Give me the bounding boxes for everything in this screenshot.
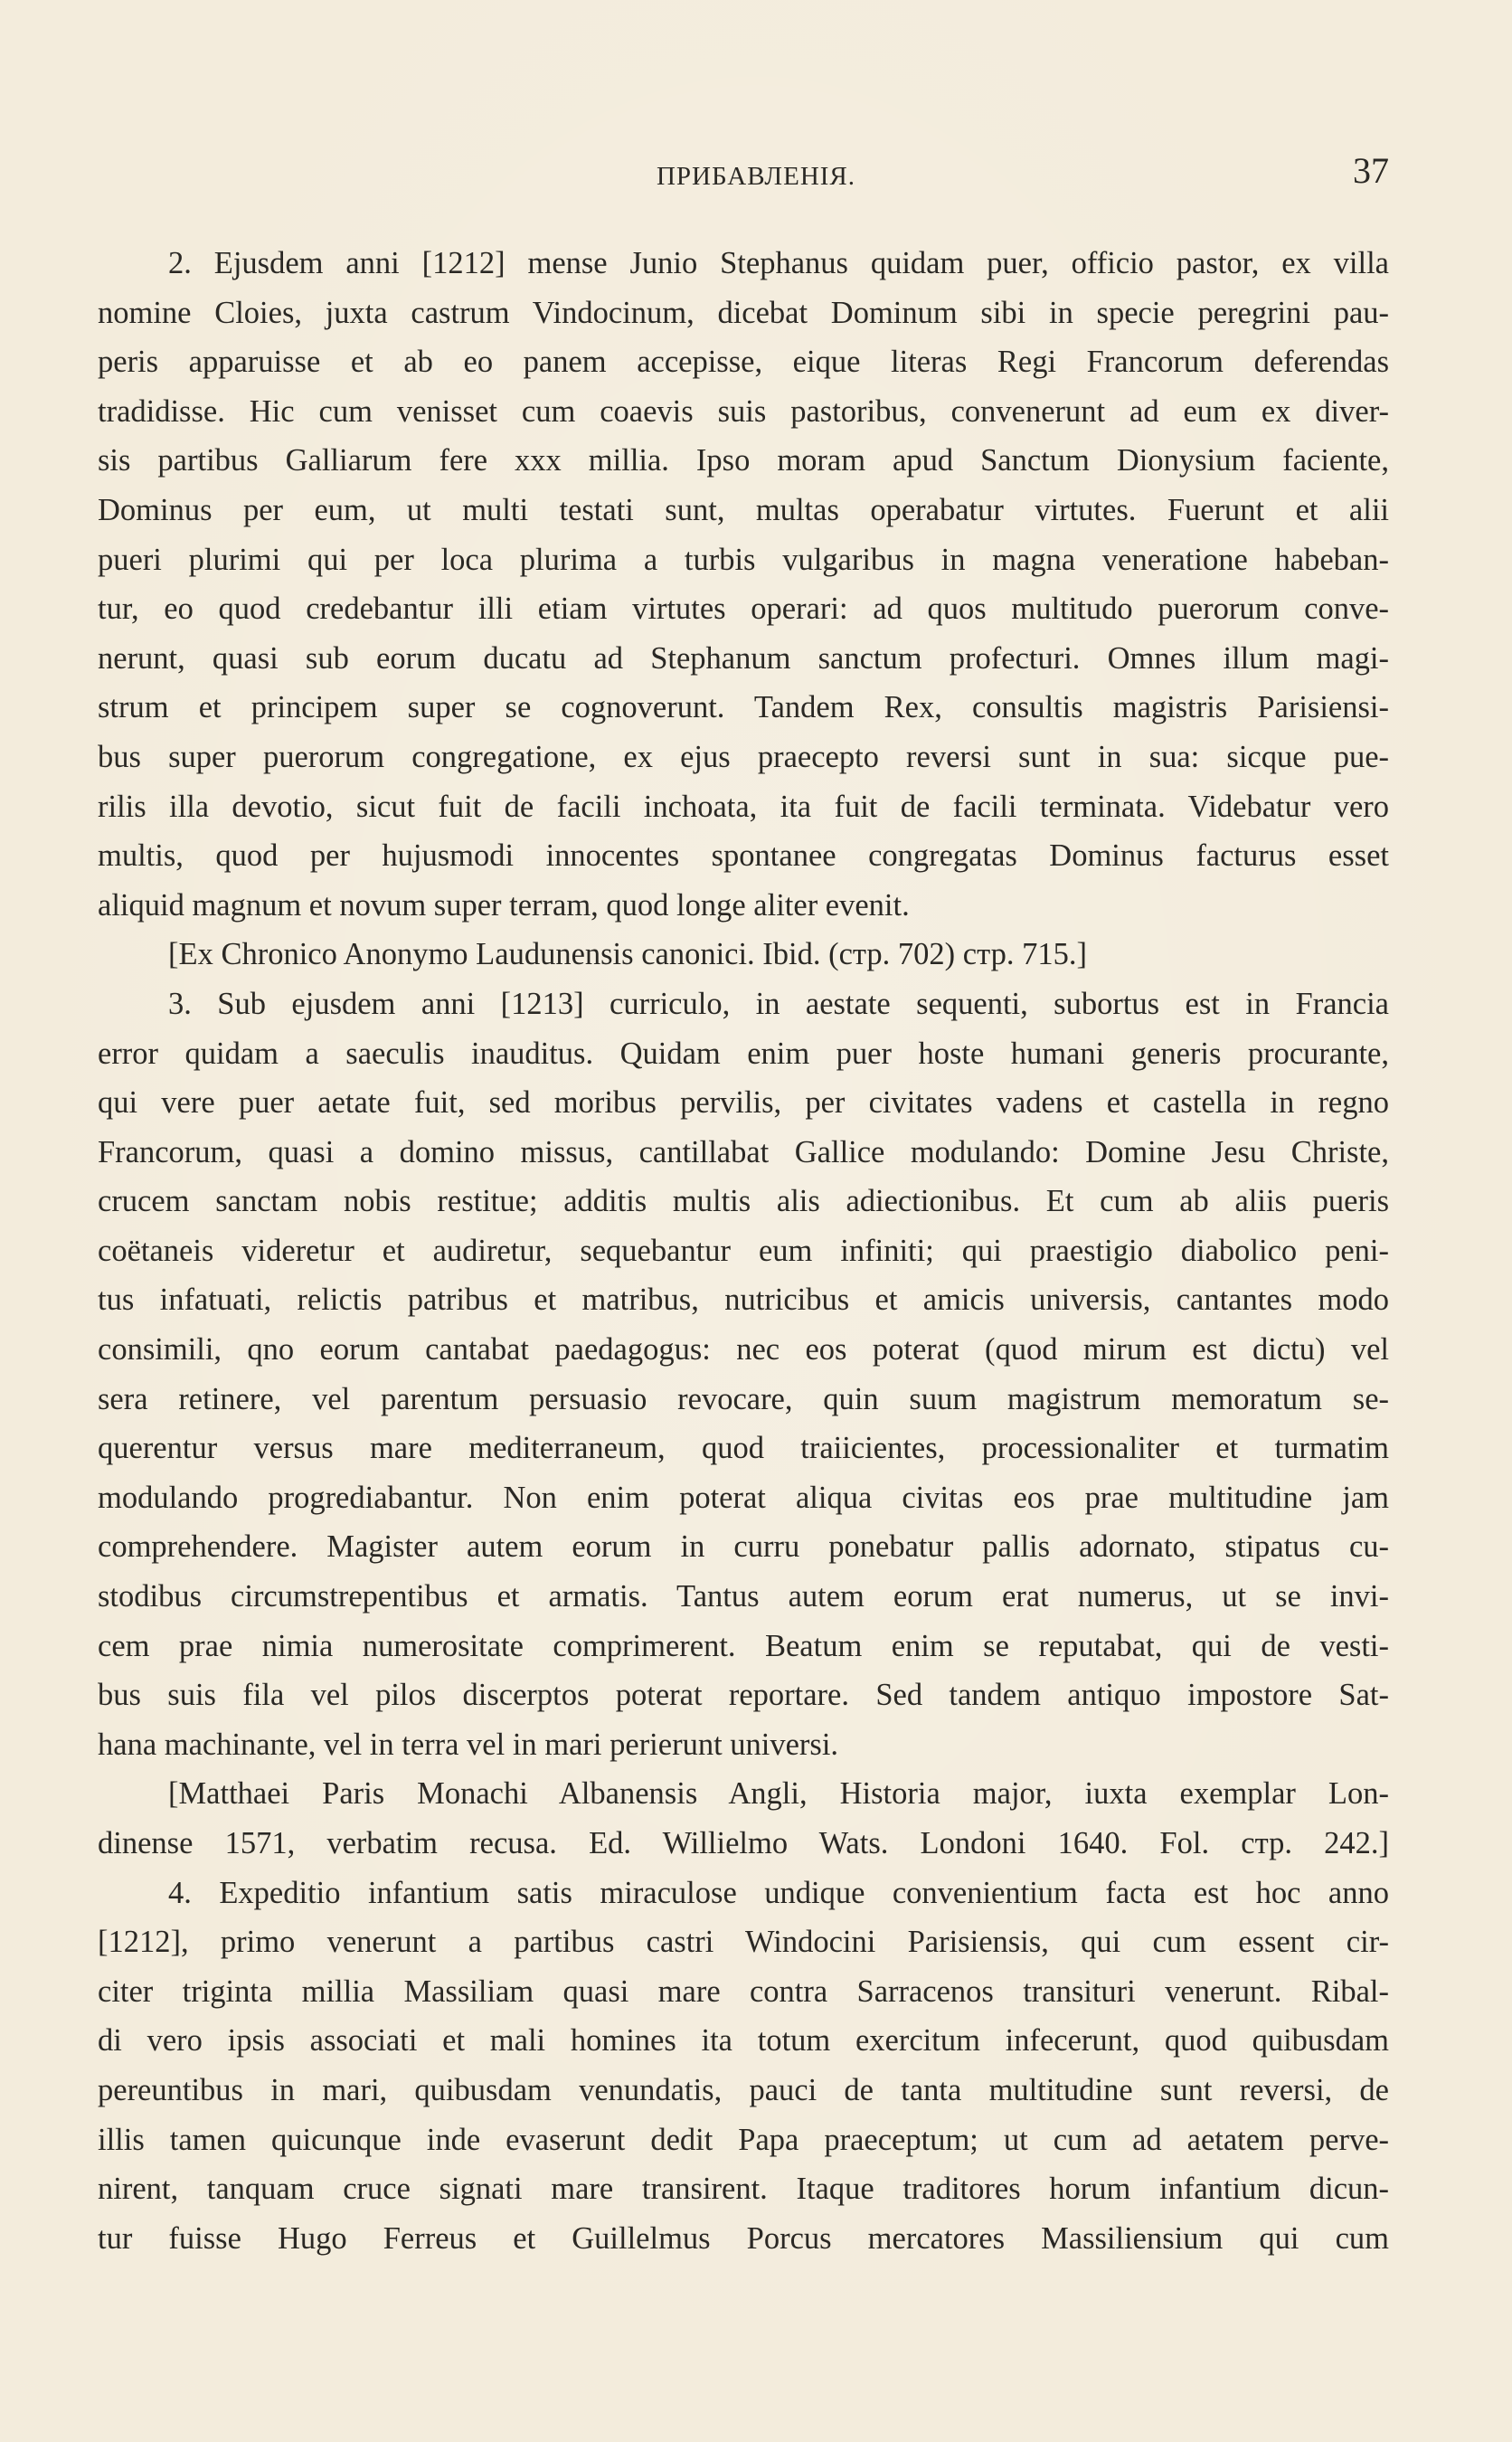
text-line: nomine Cloies, juxta castrum Vindocinum, dicebat Dominum sibi in specie peregrini pau- (98, 295, 1389, 330)
text-line: bus suis fila vel pilos discerptos poterat reportare. Sed tandem antiquo impostore Sat- (98, 1678, 1389, 1713)
text-line: nirent, tanquam cruce signati mare transirent. Itaque traditores horum infantium dicun- (98, 2172, 1389, 2207)
text-line: Francorum, quasi a domino missus, cantillabat Gallice modulando: Domine Jesu Christe, (98, 1134, 1389, 1169)
text-line: 2. Ejusdem anni [1212] mense Junio Stephanus quidam puer, officio pastor, ex villa (168, 246, 1389, 280)
text-line: strum et principem super se cognoverunt. Tandem Rex, consultis magistris Parisiensi- (98, 690, 1389, 725)
text-line: 4. Expeditio infantium satis miraculose undique convenientium facta est hoc anno (168, 1875, 1389, 1910)
text-line: sis partibus Galliarum fere xxx millia. Ipso moram apud Sanctum Dionysium faciente, (98, 443, 1389, 478)
text-line: Dominus per eum, ut multi testati sunt, multas operabatur virtutes. Fuerunt et alii (98, 492, 1389, 527)
text-line: peris apparuisse et ab eo panem accepisse, eique literas Regi Francorum deferendas (98, 345, 1389, 380)
text-line: sera retinere, vel parentum persuasio revocare, quin suum magistrum memoratum se- (98, 1381, 1389, 1416)
text-line: qui vere puer aetate fuit, sed moribus pervilis, per civitates vadens et castella in regno (98, 1085, 1389, 1121)
text-line: tur fuisse Hugo Ferreus et Guillelmus Porcus mercatores Massiliensium qui cum (98, 2220, 1389, 2256)
text-line: tur, eo quod credebantur illi etiam virtutes operari: ad quos multitudo puerorum conve- (98, 592, 1389, 627)
text-line: cem prae nimia numerositate comprimerent. Beatum enim se reputabat, qui de vesti- (98, 1628, 1389, 1663)
text-line: coëtaneis videretur et audiretur, sequebantur eum infiniti; qui praestigio diabolico peni- (98, 1233, 1389, 1268)
text-line: [1212], primo venerunt a partibus castri Windocini Parisiensis, qui cum essent cir- (98, 1925, 1389, 1960)
text-line: nerunt, quasi sub eorum ducatu ad Stephanum sanctum profecturi. Omnes illum magi- (98, 640, 1389, 676)
running-head (0, 149, 1512, 194)
running-title: ПРИБАВЛЕНІЯ. (656, 162, 856, 191)
text-line: comprehendere. Magister autem eorum in curru ponebatur pallis adornato, stipatus cu- (98, 1529, 1389, 1565)
text-line: pereuntibus in mari, quibusdam venundatis, pauci de tanta multitudine sunt reversi, de (98, 2072, 1389, 2107)
text-line: citer triginta millia Massiliam quasi mare contra Sarracenos transituri venerunt. Ribal- (98, 1973, 1389, 2009)
text-line: hana machinante, vel in terra vel in mari perierunt universi. (98, 1727, 839, 1762)
page-number: 37 (1353, 150, 1389, 191)
text-line: consimili, qno eorum cantabat paedagogus: nec eos poterat (quod mirum est dictu) vel (98, 1332, 1389, 1368)
text-line: [Matthaei Paris Monachi Albanensis Angli, Historia major, iuxta exemplar Lon- (168, 1776, 1389, 1812)
text-line: aliquid magnum et novum super terram, quod longe aliter evenit. (98, 887, 910, 923)
text-line: dinense 1571, verbatim recusa. Ed. Willielmo Wats. Londoni 1640. Fol. стр. 242.] (98, 1826, 1389, 1860)
text-line: tus infatuati, relictis patribus et matribus, nutricibus et amicis universis, cantantes modo (98, 1283, 1389, 1318)
text-line: modulando progrediabantur. Non enim poterat aliqua civitas eos prae multitudine jam (98, 1480, 1389, 1515)
text-line: pueri plurimi qui per loca plurima a turbis vulgaribus in magna veneratione habeban- (98, 542, 1389, 577)
text-line: illis tamen quicunque inde evaserunt dedit Papa praeceptum; ut cum ad aetatem perve- (98, 2122, 1389, 2157)
body-text (98, 239, 1389, 2263)
text-line: bus super puerorum congregatione, ex ejus praecepto reversi sunt in sua: sicque pue- (98, 739, 1389, 774)
text-line: di vero ipsis associati et mali homines ita totum exercitum infecerunt, quod quibusdam (98, 2023, 1389, 2059)
text-line: error quidam a saeculis inauditus. Quidam enim puer hoste humani generis procurante, (98, 1036, 1389, 1071)
text-line: 3. Sub ejusdem anni [1213] curriculo, in aestate sequenti, subortus est in Francia (168, 986, 1389, 1021)
text-line: [Ex Chronico Anonymo Laudunensis canonici. Ibid. (стр. 702) стр. 715.] (168, 937, 1087, 972)
text-line: querentur versus mare mediterraneum, quod traiicientes, processionaliter et turmatim (98, 1431, 1389, 1466)
text-line: rilis illa devotio, sicut fuit de facili inchoata, ita fuit de facili terminata. Videbatur vero (98, 789, 1389, 824)
text-line: stodibus circumstrepentibus et armatis. Tantus autem eorum erat numerus, ut se invi- (98, 1579, 1389, 1614)
text-line: tradidisse. Hic cum venisset cum coaevis suis pastoribus, convenerunt ad eum ex diver- (98, 393, 1389, 429)
text-line: multis, quod per hujusmodi innocentes spontanee congregatas Dominus facturus esset (98, 838, 1389, 874)
text-line: crucem sanctam nobis restitue; additis multis alis adiectionibus. Et cum ab aliis pueris (98, 1184, 1389, 1219)
